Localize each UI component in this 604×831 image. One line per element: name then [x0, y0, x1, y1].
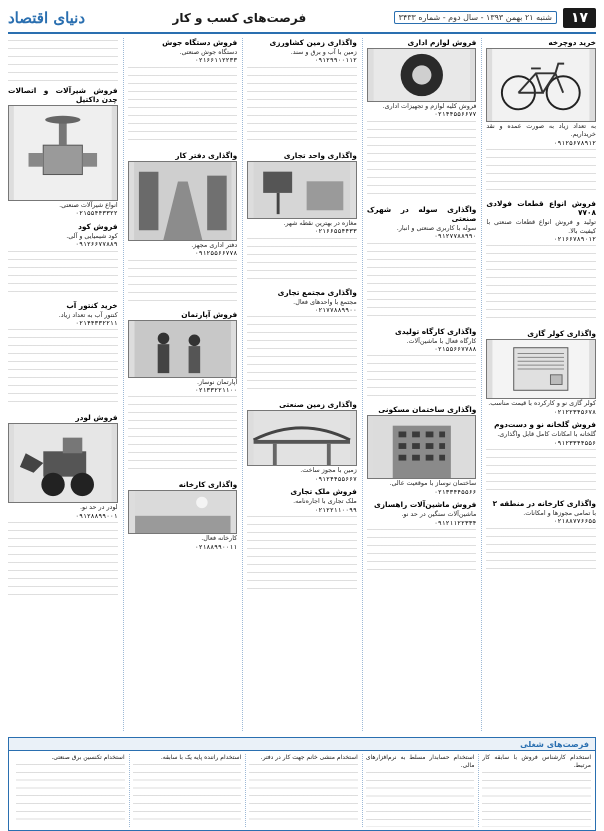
phone-number: ۰۲۱۶۶۷۸۹۰۱۲ [553, 235, 596, 244]
ad-title: فروش ماشین‌آلات راهسازی [374, 500, 477, 510]
bicycle-icon [487, 49, 595, 121]
jobs-columns [9, 751, 595, 830]
ad-title: خرید دوچرخه [548, 38, 596, 47]
classified-ad: فروش ماشین‌آلات راهسازی ماشین‌آلات سنگین در حد نو. ۰۹۱۲۱۱۲۲۳۳۴ [367, 500, 477, 575]
column-5 [8, 38, 118, 731]
phone-number: ۰۹۱۲۳۳۴۴۵۵۶ [553, 438, 596, 447]
brand [394, 8, 596, 28]
jobs-section [8, 737, 596, 831]
valve-photo [8, 105, 118, 201]
classified-ad: فروش شیرآلات و اتصالات چدن داکتیل انواع شیرآلات صنعتی. ۰۲۱۵۵۴۴۳۳۲۲ [8, 38, 118, 218]
classified-ad: واگذاری کارخانه در منطقه ۲ با تمامی مجوزها و امکانات. ۰۲۱۸۸۷۷۶۶۵۵ [486, 499, 596, 574]
classified-ad: واگذاری کولر گازی کولر گازی نو و کارکرده با قیمت مناسب. ۰۲۱۲۲۳۴۵۶۷۸ [488, 329, 596, 416]
ad-title: واگذاری زمین کشاورزی [269, 38, 357, 47]
section-title: فرصت‌های کسب و کار [172, 10, 307, 25]
billboard-photo [247, 161, 357, 219]
classified-ad: واگذاری زمین صنعتی زمین با مجوز ساخت. ۰۹۱۲۴۴۵۵۶۶۷ [247, 400, 357, 483]
classified-ad: فروش لودر لودر در حد نو. ۰۹۱۲۸۸۹۹۰۰۱ [8, 413, 118, 602]
classified-ad: فروش دستگاه جوش دستگاه جوش صنعتی. ۰۲۱۶۶۱۱۲۲۳۳ [128, 38, 238, 147]
tire-photo [367, 48, 477, 102]
ad-title: واگذاری کارخانه [178, 480, 238, 490]
workers-photo [128, 320, 238, 378]
ad-title: واگذاری سوله در شهرک صنعتی [366, 204, 477, 223]
phone-number: ۰۹۱۲۶۶۷۷۸۸۹ [75, 240, 118, 249]
phone-number: ۰۹۱۲۵۶۷۸۹۱۲ [553, 138, 596, 147]
ad-title: فروش کود [78, 221, 118, 231]
classified-ad: فروش آپارتمان آپارتمان نوساز. ۰۲۱۳۳۲۲۱۱۰۰ [128, 310, 238, 477]
bicycle-photo [486, 48, 596, 122]
phone-number: ۰۲۱۳۳۲۲۱۱۰۰ [194, 386, 238, 395]
page-number: ۱۷ [563, 8, 596, 28]
classified-ad: واگذاری دفتر کار دفتر اداری مجهز. ۰۹۱۲۵۵۶۶۷۷۸ [128, 151, 238, 306]
classified-ad: فروش گلخانه نو و دست‌دوم گلخانه با امکانات کامل قابل واگذاری. ۰۹۱۲۳۳۴۴۵۵۶ [486, 420, 596, 495]
classified-ad: خرید کنتور آب کنتور آب به تعداد زیاد. ۰۲۱۴۴۳۳۲۲۱۱ [8, 301, 118, 410]
classified-ad: واگذاری کارگاه تولیدی کارگاه فعال با ماشین‌آلات. ۰۲۱۵۵۶۶۷۷۸۸ [367, 327, 477, 402]
building-photo [367, 415, 477, 479]
classified-ad: واگذاری مجتمع تجاری مجتمع با واحدهای فعال. ۰۲۱۷۷۸۸۹۹۰۰ [247, 288, 357, 397]
classified-ad: واگذاری سوله در شهرک صنعتی سوله با کاربری صنعتی و انبار. ۰۹۱۲۷۷۸۸۹۹۰ [367, 205, 477, 323]
jobs-header [9, 738, 595, 751]
ad-title: فروش لوازم اداری [407, 38, 477, 47]
ad-title: واگذاری مجتمع تجاری [277, 287, 357, 297]
column-1 [481, 38, 596, 731]
classified-ad: واگذاری کارخانه کارخانه فعال. ۰۲۱۸۸۹۹۰۰۱۱ [128, 480, 238, 551]
column-4 [123, 38, 238, 731]
ad-title: خرید کنتور آب [66, 300, 118, 310]
phone-number: ۰۹۱۲۱۱۲۲۳۳۴ [434, 518, 477, 527]
phone-number: ۰۲۱۳۳۴۴۵۵۶۶ [434, 487, 477, 496]
ad-title: فروش انواع قطعات فولادی ۷۷۰۸ [486, 199, 596, 218]
phone-number: ۰۲۱۷۷۸۸۹۹۰۰ [314, 306, 357, 315]
classified-ad: واگذاری واحد تجاری مغازه در بهترین نقطه شهر. ۰۲۱۶۶۵۵۴۴۳۳ [247, 151, 357, 284]
phone-number: ۰۲۱۵۵۴۴۳۳۲۲ [75, 209, 118, 218]
classified-ad: واگذاری زمین کشاورزی زمین با آب و برق و سند. ۰۹۱۲۹۹۰۰۱۱۲ [247, 38, 357, 147]
field-photo [128, 490, 238, 534]
phone-number: ۰۲۱۸۸۷۷۶۶۵۵ [553, 517, 596, 526]
job-listing: استخدام کارشناس فروش با سابقه کار مرتبط. [478, 754, 591, 827]
newspaper-logo: دنیای اقتصاد [8, 8, 86, 27]
loader-photo [8, 423, 118, 503]
classified-ad: فروش لوازم اداری فروش کلیه لوازم و تجهیزات اداری. ۰۲۱۴۴۵۵۶۶۷۷ [367, 38, 477, 201]
phone-number: ۰۹۱۲۷۷۸۸۹۹۰ [434, 232, 477, 241]
ad-columns [8, 38, 596, 731]
phone-number: ۰۲۱۶۶۵۵۴۴۳۳ [314, 227, 357, 236]
phone-number: ۰۲۱۶۶۱۱۲۲۳۳ [194, 56, 238, 65]
job-listing: استخدام تکنسین برق صنعتی. [13, 754, 125, 827]
phone-number: ۰۹۱۲۹۹۰۰۱۱۲ [314, 56, 357, 65]
ad-title: واگذاری دفتر کار [175, 150, 238, 160]
job-listing: استخدام راننده پایه یک با سابقه. [129, 754, 242, 827]
phone-number: ۰۲۱۲۲۳۴۵۶۷۸ [553, 407, 596, 416]
classified-ad: فروش انواع قطعات فولادی ۷۷۰۸ تولید و فروش انواع قطعات صنعتی با کیفیت بالا. ۰۲۱۶۶۷۸۹۰۱۲ [486, 199, 596, 325]
ad-title: فروش آپارتمان [181, 309, 238, 319]
column-2 [362, 38, 477, 731]
ad-title: واگذاری کارخانه در منطقه ۲ [492, 499, 596, 509]
phone-number: ۰۲۱۵۵۶۶۷۷۸۸ [434, 345, 477, 354]
ad-title: واگذاری واحد تجاری [283, 150, 357, 160]
phone-number: ۰۲۱۲۲۱۱۰۰۹۹ [314, 505, 357, 514]
ad-title: واگذاری ساختمان مسکونی [378, 405, 477, 415]
ad-title: فروش شیرآلات و اتصالات چدن داکتیل [8, 86, 118, 104]
classified-ad: خرید دوچرخه به تعداد زیاد به صورت عمده و نقد خریداریم. ۰۹۱۲۵۶۷۸۹۱۲ [486, 38, 596, 195]
phone-number: ۰۹۱۲۸۸۹۹۰۰۱ [75, 511, 118, 520]
job-listing: استخدام حسابدار مسلط به نرم‌افزارهای مالی. [362, 754, 475, 827]
phone-number: ۰۲۱۴۴۵۵۶۶۷۷ [434, 110, 477, 119]
classified-ad: واگذاری ساختمان مسکونی ساختمان نوساز با موقعیت عالی. ۰۲۱۳۳۴۴۵۵۶۶ [367, 405, 477, 496]
ad-title: واگذاری کولر گازی [527, 329, 596, 339]
ad-title: فروش گلخانه نو و دست‌دوم [494, 420, 596, 430]
ad-title: واگذاری زمین صنعتی [279, 400, 357, 410]
classified-ad: فروش کود کود شیمیایی و آلی. ۰۹۱۲۶۶۷۷۸۸۹ [8, 222, 118, 297]
bridge-photo [247, 410, 357, 466]
ad-title: فروش دستگاه جوش [162, 38, 238, 47]
phone-number: ۰۹۱۲۴۴۵۵۶۶۷ [314, 474, 357, 483]
street-photo [128, 161, 238, 241]
ad-title: فروش ملک تجاری [290, 487, 357, 497]
phone-number: ۰۲۱۴۴۳۳۲۲۱۱ [75, 319, 118, 328]
masthead [8, 6, 596, 34]
issue-date: شنبه ۲۱ بهمن ۱۳۹۳ - سال دوم - شماره ۳۴۳۳ [394, 11, 557, 24]
classified-ad: فروش ملک تجاری ملک تجاری با اجاره‌نامه. ۰۲۱۲۲۱۱۰۰۹۹ [247, 487, 357, 596]
ad-title: واگذاری کارگاه تولیدی [394, 326, 477, 336]
ad-title: فروش لودر [75, 413, 118, 423]
phone-number: ۰۲۱۸۸۹۹۰۰۱۱ [194, 542, 238, 551]
job-listing: استخدام منشی خانم جهت کار در دفتر. [245, 754, 358, 827]
column-3 [242, 38, 357, 731]
phone-number: ۰۹۱۲۵۵۶۶۷۷۸ [194, 249, 238, 258]
air-conditioner-photo [486, 339, 596, 399]
jobs-title: فرصت‌های شغلی [520, 739, 589, 749]
